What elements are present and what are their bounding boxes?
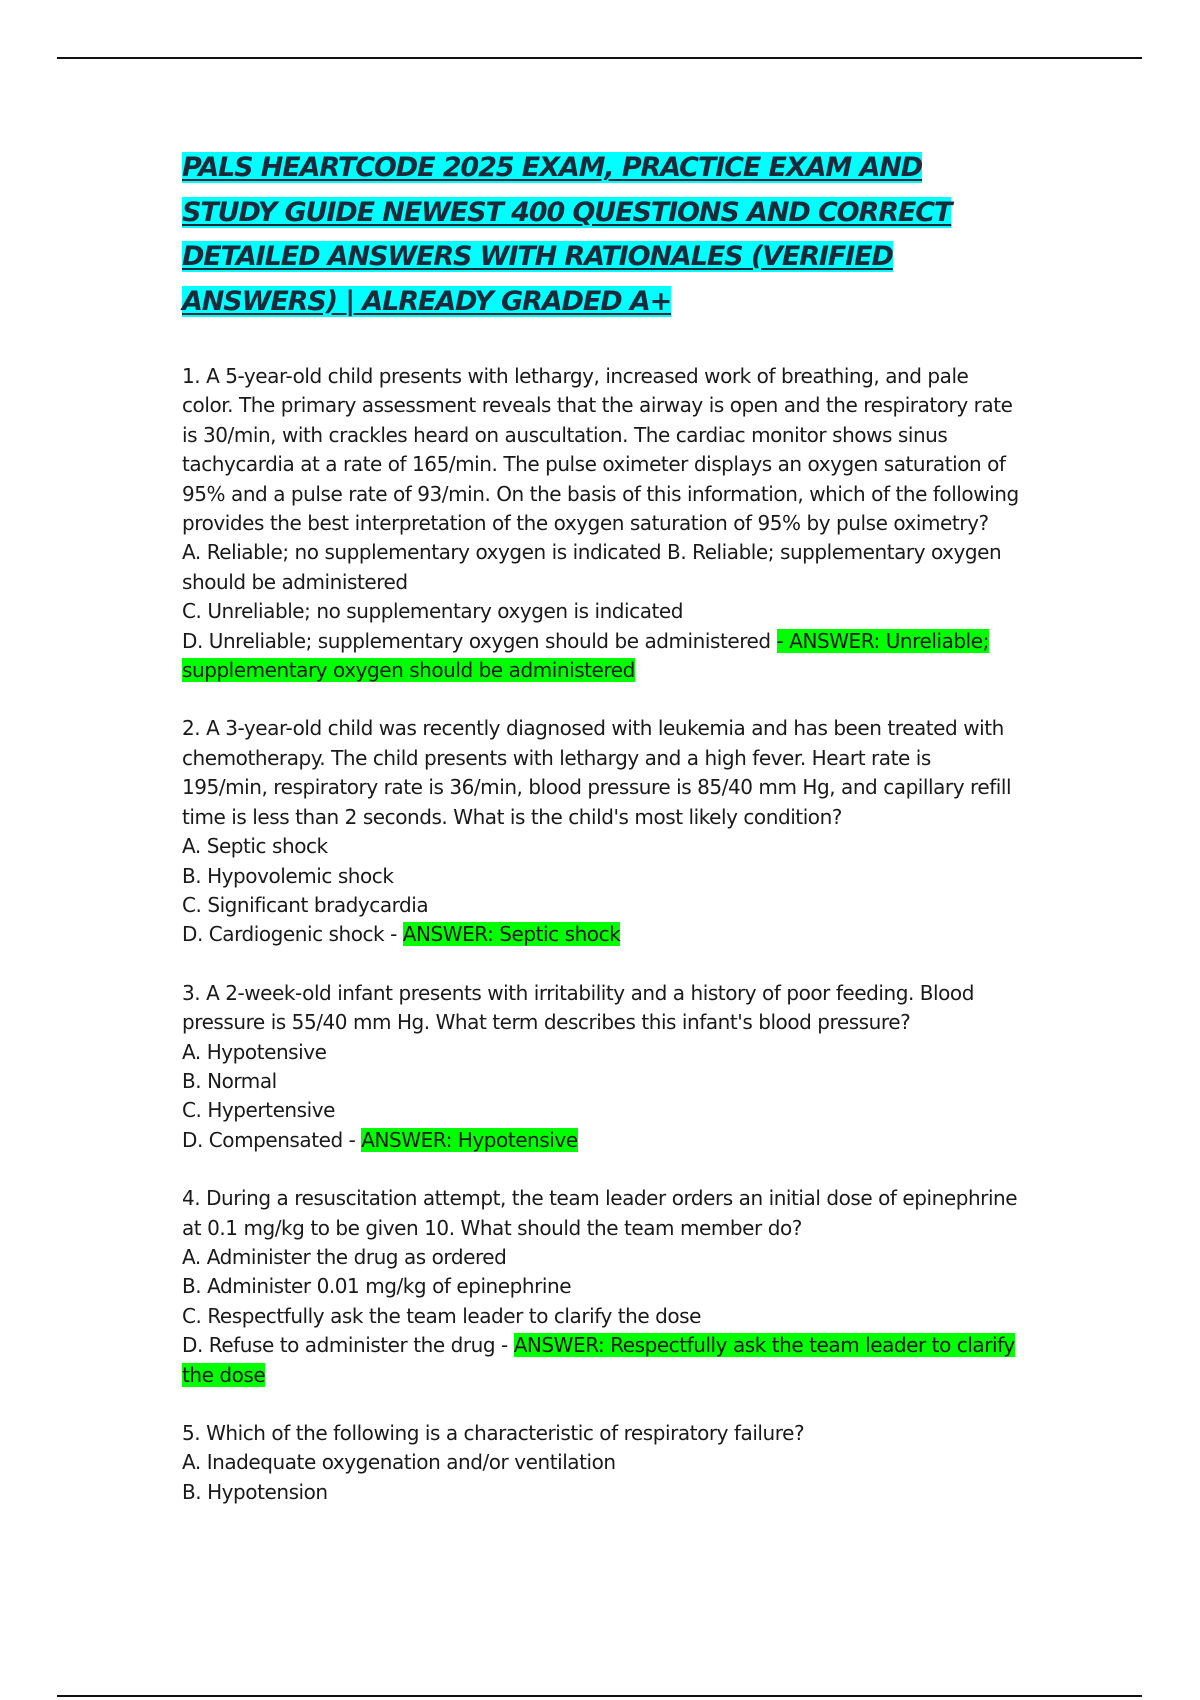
option-c: C. Unreliable; no supplementary oxygen is indicated bbox=[182, 599, 683, 624]
option-c: C. Respectfully ask the team leader to clarify the dose bbox=[182, 1303, 701, 1328]
option-a: A. Hypotensive bbox=[182, 1039, 327, 1064]
document-title bbox=[182, 146, 1022, 324]
question-2 bbox=[182, 714, 1022, 949]
question-stem: 3. A 2-week-old infant presents with irritability and a history of poor feeding. Blood pressure is 55/40 mm Hg. What term describes this infant's blood pressure? bbox=[182, 980, 974, 1035]
option-d-line bbox=[182, 920, 1022, 949]
option-b: B. Hypovolemic shock bbox=[182, 863, 394, 888]
document-title-text: PALS HEARTCODE 2025 EXAM, PRACTICE EXAM AND STUDY GUIDE NEWEST 400 QUESTIONS AND CORRECT DETAILED ANSWERS WITH RATIONALES (VERIFIED ANSWERS) | ALREADY GRADED A+ bbox=[182, 152, 952, 317]
footer-rule bbox=[57, 1695, 1142, 1697]
option-b: B. Normal bbox=[182, 1068, 277, 1093]
document-body bbox=[182, 146, 1022, 1536]
option-a: A. Administer the drug as ordered bbox=[182, 1244, 507, 1269]
option-d-line bbox=[182, 1331, 1022, 1390]
answer-highlight: ANSWER: Septic shock bbox=[402, 922, 621, 947]
option-d: D. Unreliable; supplementary oxygen should be administered bbox=[182, 628, 777, 653]
option-d: D. Cardiogenic shock - bbox=[182, 922, 403, 947]
question-stem: 5. Which of the following is a characteristic of respiratory failure? bbox=[182, 1421, 805, 1445]
question-5 bbox=[182, 1419, 1022, 1507]
question-stem: 4. During a resuscitation attempt, the team leader orders an initial dose of epinephrine at 0.1 mg/kg to be given 10. What should the team member do? bbox=[182, 1186, 1018, 1240]
question-3 bbox=[182, 979, 1022, 1155]
question-1 bbox=[182, 362, 1022, 685]
option-d: D. Refuse to administer the drug - bbox=[182, 1333, 514, 1358]
question-stem: 1. A 5-year-old child presents with lethargy, increased work of breathing, and pale color. The primary assessment reveals that the airway is open and the respiratory rate is 30/min, with crackles heard on auscultation. The cardiac monitor shows sinus tachycardia at a rate of 165/min. The pulse oximeter displays an oxygen saturation of 95% and a pulse rate of 93/min. On the basis of this information, which of the following provides the best interpretation of the oxygen saturation of 95% by pulse oximetry? bbox=[182, 364, 1019, 536]
question-stem: 2. A 3-year-old child was recently diagnosed with leukemia and has been treated with chemotherapy. The child presents with lethargy and a high fever. Heart rate is 195/min, respiratory rate is 36/min, blood pressure is 85/40 mm Hg, and capillary refill time is less than 2 seconds. What is the child's most likely condition? bbox=[182, 716, 1012, 829]
answer-highlight: - ANSWER: Unreliable; supplementary oxygen should be administered bbox=[182, 628, 989, 683]
option-a: A. Reliable; no supplementary oxygen is indicated B. Reliable; supplementary oxygen should be administered bbox=[182, 540, 1002, 594]
answer-highlight: ANSWER: Hypotensive bbox=[361, 1127, 578, 1152]
option-d-line bbox=[182, 627, 1022, 686]
option-d-line bbox=[182, 1126, 1022, 1155]
option-c: C. Significant bradycardia bbox=[182, 892, 429, 917]
header-rule bbox=[57, 57, 1142, 59]
option-d: D. Compensated - bbox=[182, 1127, 362, 1152]
option-b: B. Administer 0.01 mg/kg of epinephrine bbox=[182, 1274, 572, 1299]
question-4 bbox=[182, 1184, 1022, 1390]
option-a: A. Inadequate oxygenation and/or ventilation bbox=[182, 1450, 616, 1475]
option-a: A. Septic shock bbox=[182, 834, 328, 859]
option-b: B. Hypotension bbox=[182, 1479, 328, 1504]
answer-highlight: ANSWER: Respectfully ask the team leader to clarify the dose bbox=[182, 1333, 1015, 1387]
option-c: C. Hypertensive bbox=[182, 1098, 335, 1123]
